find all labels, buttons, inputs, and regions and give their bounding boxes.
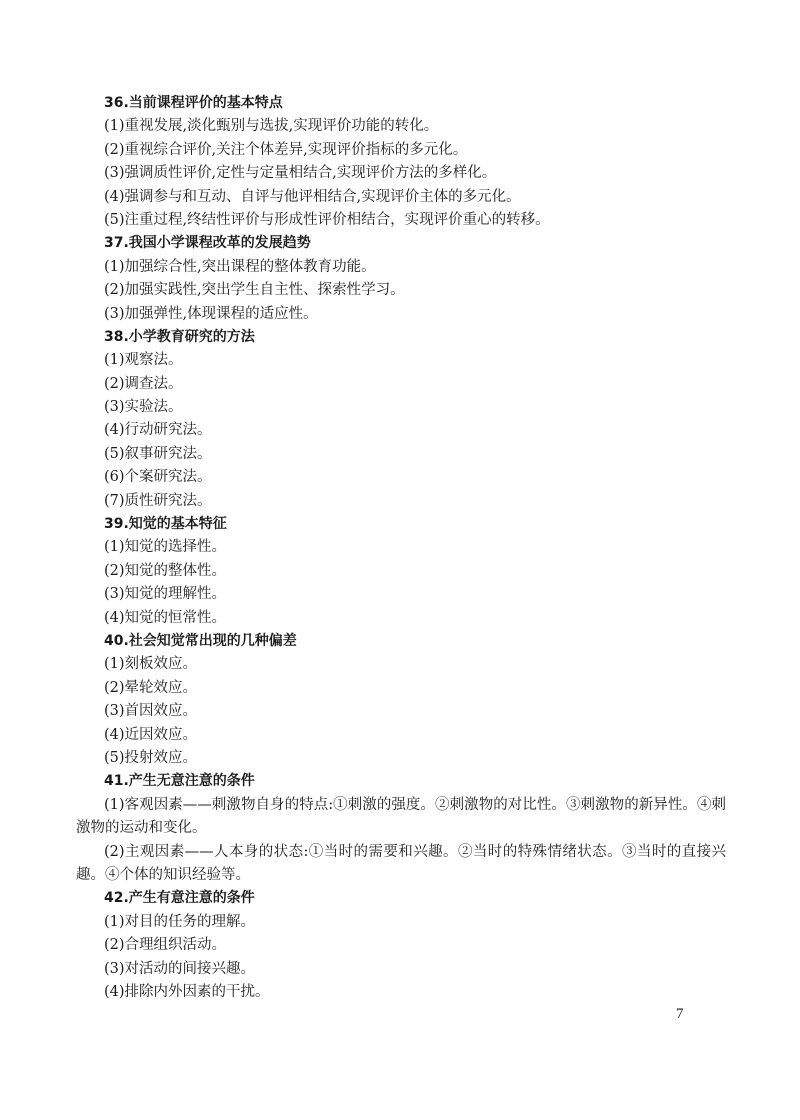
section-heading: 38.小学教育研究的方法 [104, 328, 255, 345]
list-item: (5)注重过程,终结性评价与形成性评价相结合，实现评价重心的转移。 [104, 211, 550, 228]
page-number: 7 [676, 1006, 684, 1022]
section-heading: 37.我国小学课程改革的发展趋势 [104, 235, 311, 252]
page-content [76, 92, 726, 1004]
list-item: (4)近因效应。 [104, 726, 198, 743]
list-item: (4)知觉的恒常性。 [104, 609, 227, 626]
list-item: (5)投射效应。 [104, 749, 198, 766]
list-item: (2)加强实践性,突出学生自主性、探索性学习。 [104, 282, 405, 299]
list-item: (3)知觉的理解性。 [104, 586, 227, 603]
list-item: (3)实验法。 [104, 399, 183, 416]
list-item: (1)刻板效应。 [104, 656, 198, 673]
list-item: (4)行动研究法。 [104, 422, 212, 439]
section-heading: 39.知觉的基本特征 [104, 516, 227, 533]
list-item: (1)对目的任务的理解。 [104, 913, 256, 930]
list-item: (6)个案研究法。 [104, 469, 212, 486]
list-item: (2)重视综合评价,关注个体差异,实现评价指标的多元化。 [104, 141, 468, 158]
list-item: (4)排除内外因素的干扰。 [104, 983, 270, 1000]
list-item: (4)强调参与和互动、自评与他评相结合,实现评价主体的多元化。 [104, 188, 521, 205]
list-item: (2)合理组织活动。 [104, 937, 227, 954]
list-item: (1)重视发展,淡化甄别与选拔,实现评价功能的转化。 [104, 118, 439, 135]
section-heading: 41.产生无意注意的条件 [104, 773, 255, 790]
paragraph-item: (2)主观因素——人本身的状态:①当时的需要和兴趣。②当时的特殊情绪状态。③当时的直接兴趣。④个体的知识经验等。 [76, 843, 726, 883]
list-item: (1)加强综合性,突出课程的整体教育功能。 [104, 258, 376, 275]
list-item: (5)叙事研究法。 [104, 445, 212, 462]
list-item: (3)首因效应。 [104, 703, 198, 720]
list-item: (3)强调质性评价,定性与定量相结合,实现评价方法的多样化。 [104, 165, 497, 182]
section-heading: 36.当前课程评价的基本特点 [104, 95, 283, 111]
list-item: (1)知觉的选择性。 [104, 539, 227, 556]
list-item: (7)质性研究法。 [104, 492, 212, 509]
section-heading: 40.社会知觉常出现的几种偏差 [104, 632, 297, 649]
list-item: (3)加强弹性,体现课程的适应性。 [104, 305, 318, 322]
list-item: (2)调查法。 [104, 375, 183, 392]
paragraph-item: (1)客观因素——刺激物自身的特点:①刺激的强度。②刺激物的对比性。③刺激物的新异性。④刺激物的运动和变化。 [76, 796, 726, 837]
list-item: (3)对活动的间接兴趣。 [104, 960, 256, 977]
list-item: (2)晕轮效应。 [104, 679, 198, 696]
list-item: (2)知觉的整体性。 [104, 562, 227, 579]
section-heading: 42.产生有意注意的条件 [104, 890, 255, 907]
list-item: (1)观察法。 [104, 352, 183, 369]
